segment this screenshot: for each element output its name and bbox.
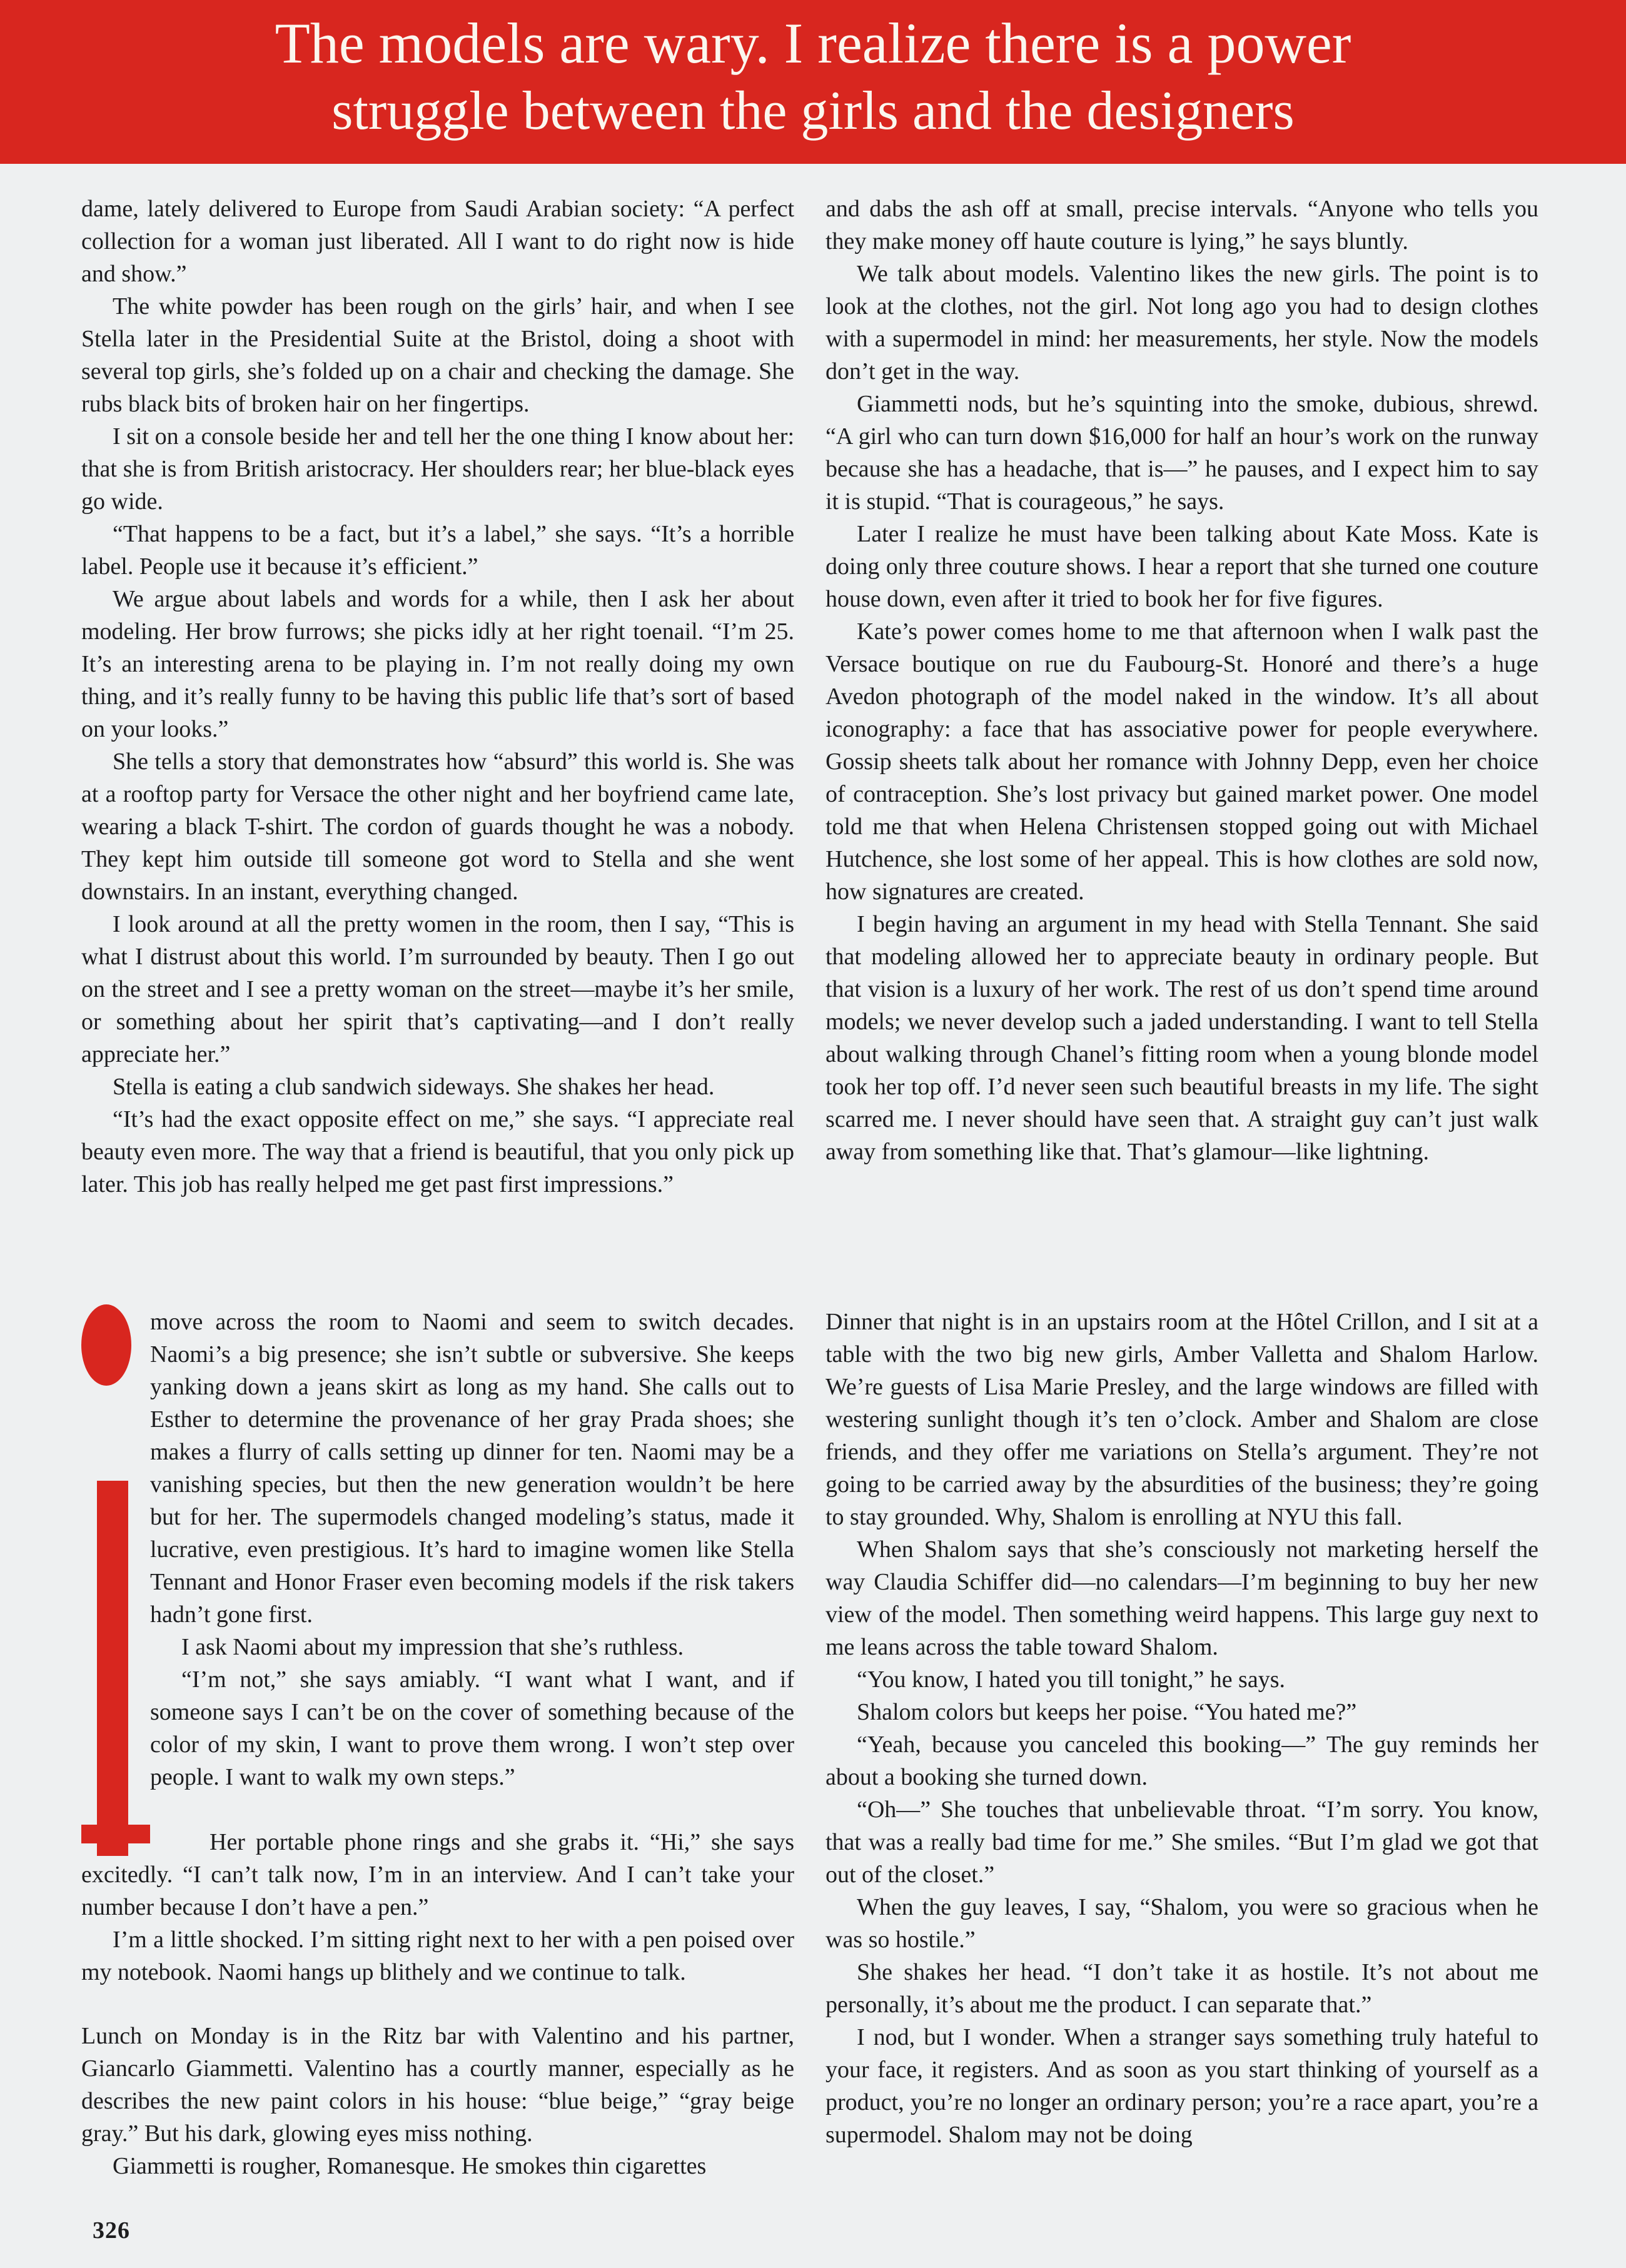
paragraph: “That happens to be a fact, but it’s a label,” she says. “It’s a horrible label. People use it because it’s efficient.”: [81, 521, 794, 580]
paragraph: Later I realize he must have been talking about Kate Moss. Kate is doing only three couture shows. I hear a report that she turned one couture house down, even after it tried to book her for five figures.: [826, 521, 1538, 612]
left-column-bottom: [81, 2020, 794, 2182]
paragraph: Dinner that night is in an upstairs room at the Hôtel Crillon, and I sit at a table with the two big new girls, Amber Valletta and Shalom Harlow. We’re guests of Lisa Marie Presley, and the large windows are filled with westering sunlight though it’s ten o’clock. Amber and Shalom are close friends, and they offer me variations on Stella’s argument. They’re not going to be carried away by the absurdities of the business; they’re going to stay grounded. Why, Shalom is enrolling at NYU this fall.: [826, 1309, 1538, 1530]
paragraph: We talk about models. Valentino likes the new girls. The point is to look at the clothes, not the girl. Not long ago you had to design clothes with a supermodel in mind: her measurements, her style. Now the models don’t get in the way.: [826, 261, 1538, 385]
paragraph: I’m a little shocked. I’m sitting right next to her with a pen poised over my notebook. Naomi hangs up blithely and we continue to talk.: [81, 1927, 794, 1985]
paragraph: Giammetti nods, but he’s squinting into the smoke, dubious, shrewd. “A girl who can turn down $16,000 for half an hour’s work on the runway because she has a headache, that is—” he pauses, and I expect him to say it is stupid. “That is courageous,” he says.: [826, 391, 1538, 515]
paragraph: She tells a story that demonstrates how “absurd” this world is. She was at a rooftop party for Versace the other night and her boyfriend came late, wearing a black T-shirt. The cordon of guards thought he was a nobody. They kept him outside till someone got word to Stella and she went downstairs. In an instant, everything changed.: [81, 748, 794, 905]
right-column-top: [826, 193, 1538, 1168]
paragraph: “It’s had the exact opposite effect on me,” she says. “I appreciate real beauty even more. The way that a friend is beautiful, that you only pick up later. This job has really helped me get past first impressions.”: [81, 1106, 794, 1197]
paragraph: The white powder has been rough on the girls’ hair, and when I see Stella later in the Presidential Suite at the Bristol, doing a shoot with several top girls, she’s folded up on a chair and checking the damage. She rubs black bits of broken hair on her fingertips.: [81, 293, 794, 417]
paragraph: Her portable phone rings and she grabs it. “Hi,” she says excitedly. “I can’t talk now, I’m in an interview. And I can’t take your number because I don’t have a pen.”: [81, 1829, 794, 1920]
paragraph: I sit on a console beside her and tell her the one thing I know about her: that she is from British aristocracy. Her shoulders rear; her blue-black eyes go wide.: [81, 423, 794, 515]
paragraph: dame, lately delivered to Europe from Saudi Arabian society: “A perfect collection for a woman just liberated. All I want to do right now is hide and show.”: [81, 196, 794, 287]
paragraph: “Oh—” She touches that unbelievable throat. “I’m sorry. You know, that was a really bad time for me.” She smiles. “But I’m glad we got that out of the closet.”: [826, 1797, 1538, 1888]
paragraph: I look around at all the pretty women in the room, then I say, “This is what I distrust about this world. I’m surrounded by beauty. Then I go out on the street and I see a pretty woman on the street—maybe it’s her smile, or something about her spirit that’s captivating—and I don’t really appreciate her.”: [81, 911, 794, 1067]
left-column-dropcap-section: [81, 1306, 794, 1793]
paragraph: She shakes her head. “I don’t take it as hostile. It’s not about me personally, it’s about me the product. I can separate that.”: [826, 1959, 1538, 2018]
right-column-bottom: [826, 1306, 1538, 2151]
paragraph: Kate’s power comes home to me that afternoon when I walk past the Versace boutique on rue du Faubourg-St. Honoré and there’s a huge Avedon photograph of the model naked in the window. It’s all about iconography: a face that has associative power for people everywhere. Gossip sheets talk about her romance with Johnny Depp, even her choice of contraception. She’s lost privacy but gained market power. One model told me that when Helena Christensen stopped going out with Michael Hutchence, she lost some of her appeal. This is how clothes are sold now, how signatures are created.: [826, 618, 1538, 905]
left-column-after-dropcap: [81, 1826, 794, 1988]
left-column-top: [81, 193, 794, 1201]
paragraph: I begin having an argument in my head with Stella Tennant. She said that modeling allowed her to appreciate beauty in ordinary people. But that vision is a luxury of her work. The rest of us don’t spend time around models; we never develop such a jaded understanding. I want to tell Stella about walking through Chanel’s fitting room when a young blonde model took her top off. I’d never seen such beautiful breasts in my life. The sight scarred me. I never should have seen that. A straight guy can’t just walk away from something like that. That’s glamour—like lightning.: [826, 911, 1538, 1165]
headline-line-1: The models are wary. I realize there is a power: [275, 11, 1351, 75]
paragraph: We argue about labels and words for a while, then I ask her about modeling. Her brow furrows; she picks idly at her right toenail. “I’m 25. It’s an interesting arena to be playing in. I’m not really doing my own thing, and it’s really funny to be having this public life that’s sort of based on your looks.”: [81, 586, 794, 742]
paragraph: When the guy leaves, I say, “Shalom, you were so gracious when he was so hostile.”: [826, 1894, 1538, 1953]
paragraph: Lunch on Monday is in the Ritz bar with Valentino and his partner, Giancarlo Giammetti. Valentino has a courtly manner, especially as he describes the new paint colors in his house: “blue beige,” “gray beige gray.” But his dark, glowing eyes miss nothing.: [81, 2023, 794, 2147]
paragraph: “Yeah, because you canceled this booking—” The guy reminds her about a booking she turned down.: [826, 1731, 1538, 1790]
headline-line-2: struggle between the girls and the designers: [331, 81, 1295, 141]
paragraph: Stella is eating a club sandwich sideways. She shakes her head.: [113, 1074, 715, 1100]
dropcap-i-stem: [97, 1481, 128, 1856]
dropcap-i-dot: [81, 1304, 131, 1386]
page-number: 326: [93, 2217, 130, 2244]
paragraph: I nod, but I wonder. When a stranger says something truly hateful to your face, it registers. And as soon as you start thinking of yourself as a product, you’re no longer an ordinary person; you’re a race apart, you’re a supermodel. Shalom may not be doing: [826, 2024, 1538, 2148]
paragraph: “You know, I hated you till tonight,” he says.: [857, 1666, 1286, 1693]
paragraph: When Shalom says that she’s consciously not marketing herself the way Claudia Schiffer did—no calendars—I’m beginning to buy her new view of the model. Then something weird happens. This large guy next to me leans across the table toward Shalom.: [826, 1536, 1538, 1660]
paragraph: Shalom colors but keeps her poise. “You hated me?”: [857, 1699, 1357, 1725]
paragraph: “I’m not,” she says amiably. “I want what I want, and if someone says I can’t be on the cover of something because of the color of my skin, I want to prove them wrong. I won’t step over people. I want to walk my own steps.”: [150, 1666, 794, 1790]
paragraph: Giammetti is rougher, Romanesque. He smokes thin cigarettes: [113, 2153, 707, 2179]
headline-banner: [0, 0, 1626, 164]
paragraph: move across the room to Naomi and seem to switch decades. Naomi’s a big presence; she isn’t subtle or subversive. She keeps yanking down a jeans skirt as long as my hand. She calls out to Esther to determine the provenance of her gray Prada shoes; she makes a flurry of calls setting up dinner for ten. Naomi may be a vanishing species, but then the new generation wouldn’t be here but for her. The supermodels changed modeling’s status, made it lucrative, even prestigious. It’s hard to imagine women like Stella Tennant and Honor Fraser even becoming models if the risk takers hadn’t gone first.: [150, 1309, 794, 1628]
paragraph: I ask Naomi about my impression that she’s ruthless.: [181, 1634, 684, 1660]
paragraph: and dabs the ash off at small, precise intervals. “Anyone who tells you they make money off haute couture is lying,” he says bluntly.: [826, 196, 1538, 255]
